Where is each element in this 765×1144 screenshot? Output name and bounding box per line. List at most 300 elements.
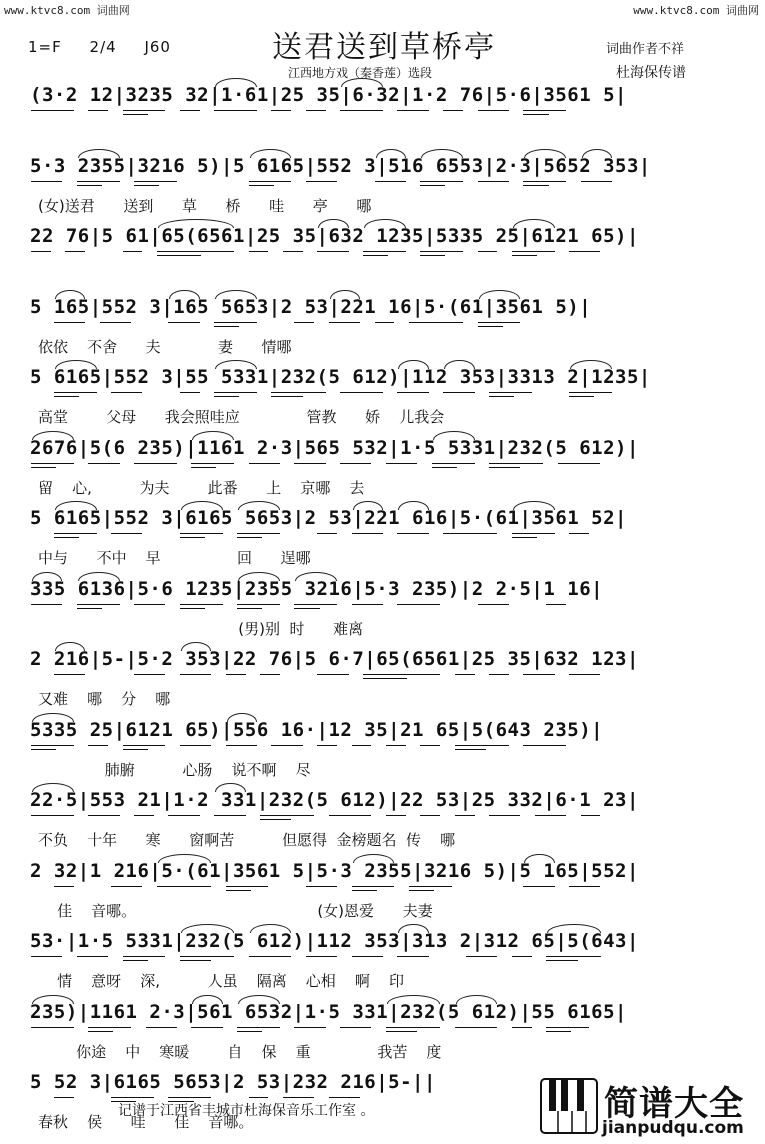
beam-line: [31, 463, 74, 464]
beam-line: [512, 956, 532, 957]
beam-line: [54, 886, 74, 887]
beam-line: [260, 674, 280, 675]
beam-line: [340, 392, 383, 393]
beam-line: [455, 815, 475, 816]
tempo-mark: J60: [144, 38, 171, 56]
beam-line: [88, 463, 119, 464]
beam-line: [191, 1027, 222, 1028]
beam-line: [111, 533, 142, 534]
beam-line: [65, 251, 85, 252]
beam-line-double: [363, 678, 407, 679]
beam-line: [397, 604, 440, 605]
slur-mark: [227, 713, 257, 722]
beam-line: [168, 322, 199, 323]
beam-line: [283, 1097, 314, 1098]
beam-line: [134, 674, 165, 675]
beam-line: [123, 110, 166, 111]
beam-line-double: [420, 185, 445, 186]
beam-line: [157, 886, 211, 887]
beam-line: [352, 533, 383, 534]
beam-line-double: [180, 537, 205, 538]
beam-line: [455, 745, 509, 746]
transcriber-credit: 杜海保传谱: [616, 65, 686, 81]
lyric-line: 又难 哪 分 哪: [38, 690, 171, 708]
beam-line: [352, 604, 383, 605]
beam-line: [180, 533, 223, 534]
beam-line: [237, 533, 280, 534]
beam-line: [123, 745, 166, 746]
slur-mark: [250, 924, 292, 933]
beam-line: [443, 392, 474, 393]
beam-line: [180, 745, 211, 746]
beam-line: [180, 956, 234, 957]
slur-mark: [215, 290, 257, 299]
beam-line: [214, 322, 257, 323]
beam-line-double: [546, 1031, 571, 1032]
beam-line: [294, 1027, 325, 1028]
beam-line: [180, 674, 211, 675]
beam-line: [420, 181, 463, 182]
notation-line: 2676|5(6 235)|1161 2·3|565 532|1·5 5331|232(5 612)|: [30, 436, 639, 459]
beam-line-double: [478, 326, 503, 327]
beam-line: [397, 392, 428, 393]
beam-line: [317, 674, 348, 675]
beam-line: [466, 956, 497, 957]
slur-mark: [421, 149, 463, 158]
beam-line: [214, 392, 257, 393]
notation-system: [0, 151, 765, 219]
slur-mark: [55, 501, 97, 510]
beam-line-double: [271, 396, 302, 397]
notation-system: [0, 926, 765, 994]
slur-mark: [353, 854, 395, 863]
beam-line: [123, 251, 143, 252]
beam-line: [581, 181, 612, 182]
slur-mark: [215, 78, 257, 87]
beam-line-double: [569, 396, 594, 397]
beam-line: [249, 956, 292, 957]
beam-line: [31, 1027, 74, 1028]
beam-line-double: [409, 890, 434, 891]
notation-system: [0, 644, 765, 712]
beam-line-double: [363, 255, 388, 256]
lyric-line: 情 意呀 深, 人虽 隔离 心相 啊 印: [38, 972, 404, 990]
beam-line: [352, 886, 395, 887]
slur-mark: [238, 995, 280, 1004]
beam-line: [535, 815, 566, 816]
beam-line-double: [180, 608, 205, 609]
notation-line: 5335 25|6121 65)|556 16·|12 35|21 65|5(643 235)|: [30, 718, 604, 741]
slur-mark: [192, 995, 222, 1004]
beam-line: [88, 815, 119, 816]
beam-line-double: [512, 255, 537, 256]
beam-line: [54, 392, 97, 393]
beam-line: [31, 745, 74, 746]
beam-line: [226, 886, 269, 887]
beam-line: [455, 674, 475, 675]
beam-line: [31, 604, 62, 605]
beam-line: [478, 181, 509, 182]
beam-line: [581, 815, 601, 816]
beam-line-double: [191, 467, 216, 468]
slur-mark: [524, 149, 566, 158]
beam-line: [546, 1027, 589, 1028]
notation-line: 235)|1161 2·3|561 6532|1·5 331|232(5 612)|55 6165|: [30, 1000, 627, 1023]
beam-line: [226, 745, 257, 746]
beam-line: [340, 110, 383, 111]
beam-line: [317, 251, 348, 252]
composer-credit: 词曲作者不祥: [606, 42, 685, 57]
beam-line-double: [157, 255, 201, 256]
slur-mark: [376, 149, 406, 158]
slur-mark: [318, 219, 348, 228]
beam-line: [363, 251, 406, 252]
slur-mark: [32, 572, 62, 581]
notation-line: 22 76|5 61|65(6561|25 35|632 1235|5335 25|6121 65)|: [30, 225, 639, 247]
beam-line: [523, 110, 566, 111]
site-logo: [540, 1076, 762, 1140]
beam-line: [409, 886, 452, 887]
beam-line: [569, 392, 612, 393]
beam-line: [375, 322, 395, 323]
beam-line: [260, 815, 314, 816]
beam-line: [420, 251, 463, 252]
lyric-line: (男)别 时 难离: [38, 619, 364, 638]
beam-line: [249, 251, 269, 252]
slur-mark: [55, 642, 85, 651]
notation-line: 22·5|553 21|1·2 331|232(5 612)|22 53|25 332|6·1 23|: [30, 789, 639, 811]
slur-mark: [364, 219, 406, 228]
slur-mark: [513, 501, 555, 510]
beam-line: [134, 604, 165, 605]
beam-line: [111, 392, 142, 393]
notation-system: [0, 856, 765, 924]
notation-line: 5 165|552 3|165 5653|2 53|221 16|5·(61|3561 5)|: [30, 295, 592, 318]
beam-line: [340, 463, 371, 464]
beam-line: [386, 463, 417, 464]
slur-mark: [456, 995, 498, 1004]
beam-line: [31, 181, 62, 182]
beam-line: [352, 745, 372, 746]
slur-mark: [387, 995, 440, 1004]
slur-mark: [341, 78, 383, 87]
beam-line: [31, 815, 74, 816]
slur-mark: [158, 854, 211, 863]
beam-line: [397, 533, 428, 534]
beam-line: [546, 956, 600, 957]
lyric-line: 肺腑 心肠 说不啊 尽: [38, 760, 311, 779]
beam-line: [569, 251, 600, 252]
beam-line: [77, 956, 108, 957]
slur-mark: [398, 501, 428, 510]
beam-line-double: [214, 396, 239, 397]
notation-line: 2 32|1 216|5·(61|3561 5|5·3 2355|3216 5)|5 165|552|: [30, 859, 639, 882]
beam-line: [31, 956, 62, 957]
beam-line: [306, 110, 326, 111]
beam-line: [455, 1027, 498, 1028]
slur-mark: [169, 290, 199, 299]
lyric-line: 留 心, 为夫 此番 上 京哪 去: [38, 478, 365, 497]
beam-line: [237, 1027, 280, 1028]
beam-line: [489, 815, 520, 816]
lyric-line: 中与 不中 早 回 逞哪: [38, 549, 311, 567]
beam-line-double: [512, 537, 537, 538]
beam-line: [54, 674, 85, 675]
beam-line: [363, 674, 440, 675]
beam-line: [443, 533, 497, 534]
beam-line-double: [237, 608, 262, 609]
beam-line: [523, 886, 554, 887]
time-signature: 2/4: [89, 38, 117, 56]
beam-line: [271, 110, 291, 111]
beam-line: [54, 1097, 74, 1098]
slur-mark: [250, 149, 292, 158]
beam-line: [523, 745, 566, 746]
slur-mark: [479, 290, 521, 299]
beam-line: [386, 1027, 440, 1028]
slur-mark: [32, 995, 74, 1004]
slur-mark: [398, 924, 428, 933]
beam-line: [409, 322, 463, 323]
notation-system: [0, 362, 765, 430]
lyric-line: 春秋 侯 哇 佳 音哪。: [38, 1113, 254, 1131]
beam-line: [157, 251, 234, 252]
beam-line: [317, 533, 337, 534]
lyric-line: 不负 十年 寒 窗啊苦 但愿得 金榜题名 传 哪: [38, 831, 456, 849]
notation-line: 5 6165|552 3|6165 5653|2 53|221 616|5·(61|3561 52|: [30, 507, 627, 529]
slur-mark: [158, 219, 234, 228]
notation-system: [0, 80, 765, 148]
beam-line-double: [226, 890, 251, 891]
beam-line: [352, 956, 383, 957]
beam-line-double: [77, 608, 102, 609]
beam-line-double: [214, 326, 239, 327]
song-subtitle: 江西地方戏（秦香莲）选段: [288, 66, 433, 80]
notation-line: 2 216|5-|5·2 353|22 76|5 6·7|65(6561|25 35|632 123|: [30, 648, 639, 670]
beam-line: [237, 604, 280, 605]
beam-line: [168, 815, 199, 816]
slur-mark: [55, 360, 97, 369]
beam-line: [306, 181, 337, 182]
beam-line: [100, 322, 131, 323]
beam-line-double: [260, 819, 291, 820]
beam-line: [249, 1097, 269, 1098]
beam-line: [134, 463, 177, 464]
notation-line: 5·3 2355|3216 5)|5 6165|552 3|516 6553|2·3|5652 353|: [30, 154, 651, 177]
notation-line: 5 6165|552 3|55 5331|232(5 612)|112 353|3313 2|1235|: [30, 366, 651, 388]
beam-line: [168, 1097, 211, 1098]
beam-line: [340, 1027, 371, 1028]
lyric-line: 你途 中 寒暖 自 保 重 我苦 度: [38, 1042, 442, 1061]
lyric-line: 佳 音哪。 (女)恩爱 夫妻: [38, 901, 433, 920]
beam-line: [317, 745, 337, 746]
notation-system: [0, 433, 765, 501]
beam-line-double: [123, 960, 148, 961]
beam-line: [88, 745, 108, 746]
slur-mark: [433, 431, 475, 440]
beam-line-double: [523, 185, 548, 186]
notation-system: [0, 715, 765, 783]
slur-mark: [444, 360, 474, 369]
notation-system: [0, 785, 765, 853]
slur-mark: [215, 360, 257, 369]
beam-line: [306, 886, 337, 887]
piano-keys-icon: [540, 1078, 598, 1134]
beam-line: [214, 815, 245, 816]
lyric-line: (女)送君 送到 草 桥 哇 亭 哪: [38, 196, 372, 215]
beam-line: [88, 110, 108, 111]
footer-note: 记谱于江西省丰城市杜海保音乐工作室 。: [118, 1103, 375, 1119]
beam-line-double: [546, 960, 577, 961]
slur-mark: [78, 149, 120, 158]
beam-line-double: [54, 537, 79, 538]
beam-line: [294, 604, 337, 605]
beam-line: [146, 1027, 177, 1028]
beam-line: [420, 815, 440, 816]
beam-line: [523, 674, 554, 675]
notation-system: [0, 503, 765, 571]
beam-line-double: [88, 1031, 113, 1032]
notation-system: [0, 997, 765, 1065]
beam-line-double: [489, 467, 520, 468]
beam-line: [478, 110, 509, 111]
notation-line: 5 52 3|6165 5653|2 53|232 216|5-||: [30, 1071, 436, 1093]
beam-line-double: [180, 960, 211, 961]
slur-mark: [398, 360, 428, 369]
beam-line: [283, 251, 303, 252]
beam-line-double: [237, 537, 262, 538]
beam-line-double: [31, 749, 56, 750]
beam-line: [569, 533, 589, 534]
slur-mark: [181, 642, 211, 651]
beam-line-double: [420, 255, 445, 256]
slur-mark: [215, 783, 245, 792]
slur-mark: [524, 854, 554, 863]
beam-line-double: [237, 1031, 262, 1032]
slur-mark: [238, 572, 280, 581]
notation-system: [0, 574, 765, 642]
slur-mark: [238, 501, 280, 510]
slur-mark: [570, 360, 612, 369]
slur-mark: [32, 713, 74, 722]
slur-mark: [295, 572, 337, 581]
beam-line: [180, 110, 200, 111]
beam-line: [226, 674, 246, 675]
slur-mark: [32, 783, 74, 792]
beam-line: [77, 604, 120, 605]
beam-line-double: [77, 185, 102, 186]
slur-mark: [181, 501, 223, 510]
beam-line: [558, 463, 601, 464]
beam-line: [329, 815, 372, 816]
beam-line: [294, 463, 325, 464]
beam-line: [546, 604, 566, 605]
beam-line: [54, 533, 97, 534]
beam-line: [54, 322, 85, 323]
beam-line: [432, 463, 475, 464]
notation-system: [0, 221, 765, 289]
beam-line: [478, 322, 521, 323]
beam-line: [397, 956, 428, 957]
beam-line-double: [294, 608, 319, 609]
beam-line-double: [352, 890, 377, 891]
beam-line: [271, 392, 325, 393]
beam-line: [111, 1097, 154, 1098]
slur-mark: [582, 149, 612, 158]
beam-line: [329, 1097, 360, 1098]
beam-line: [489, 463, 543, 464]
logo-text: 简谱大全: [604, 1084, 744, 1124]
beam-line: [111, 886, 142, 887]
beam-line: [180, 604, 223, 605]
song-title: 送君送到草桥亭: [272, 30, 496, 65]
beam-line: [134, 815, 154, 816]
logo-url: jianpudqu.com: [602, 1118, 744, 1138]
slur-mark: [192, 431, 234, 440]
beam-line: [191, 463, 234, 464]
watermark-left: www.ktvc8.com 词曲网: [4, 4, 130, 17]
lyric-line: 高堂 父母 我会照哇应 管教 娇 儿我会: [38, 408, 445, 426]
notation-system: [0, 292, 765, 360]
beam-line: [271, 745, 302, 746]
beam-line: [478, 604, 509, 605]
beam-line-double: [455, 749, 486, 750]
beam-line: [31, 110, 74, 111]
beam-line: [512, 1027, 532, 1028]
beam-line: [294, 322, 314, 323]
key-signature: 1=F: [28, 38, 62, 56]
beam-line: [420, 745, 440, 746]
beam-line: [512, 533, 555, 534]
beam-line: [306, 956, 337, 957]
beam-line-double: [123, 114, 148, 115]
beam-line: [523, 181, 566, 182]
beam-line-double: [134, 185, 159, 186]
beam-line: [77, 181, 120, 182]
slur-mark: [330, 290, 360, 299]
beam-line-double: [54, 396, 79, 397]
slur-mark: [513, 219, 555, 228]
beam-line: [569, 674, 600, 675]
beam-line: [489, 674, 509, 675]
beam-line: [123, 956, 166, 957]
beam-line-double: [386, 1031, 417, 1032]
beam-line: [397, 110, 428, 111]
slur-mark: [78, 572, 120, 581]
notation-line: 53·|1·5 5331|232(5 612)|112 353|313 2|312 65|5(643|: [30, 930, 639, 952]
beam-line: [443, 110, 463, 111]
slur-mark: [181, 924, 234, 933]
beam-line: [512, 251, 555, 252]
slur-mark: [353, 501, 383, 510]
beam-line: [386, 815, 406, 816]
beam-line-double: [523, 114, 548, 115]
beam-line: [249, 463, 280, 464]
beam-line: [386, 745, 406, 746]
slur-mark: [55, 290, 85, 299]
beam-line: [31, 251, 51, 252]
key-meter-tempo: [28, 38, 193, 56]
notation-line: (3·2 12|3235 32|1·61|25 35|6·32|1·2 76|5·6|3561 5|: [30, 84, 627, 106]
beam-line: [214, 110, 257, 111]
beam-line: [88, 1027, 131, 1028]
beam-line: [134, 181, 177, 182]
beam-line-double: [123, 749, 148, 750]
slur-mark: [32, 431, 74, 440]
beam-line: [329, 322, 360, 323]
lyric-line: 依依 不舍 夫 妻 情哪: [38, 337, 292, 356]
beam-line-double: [31, 467, 56, 468]
